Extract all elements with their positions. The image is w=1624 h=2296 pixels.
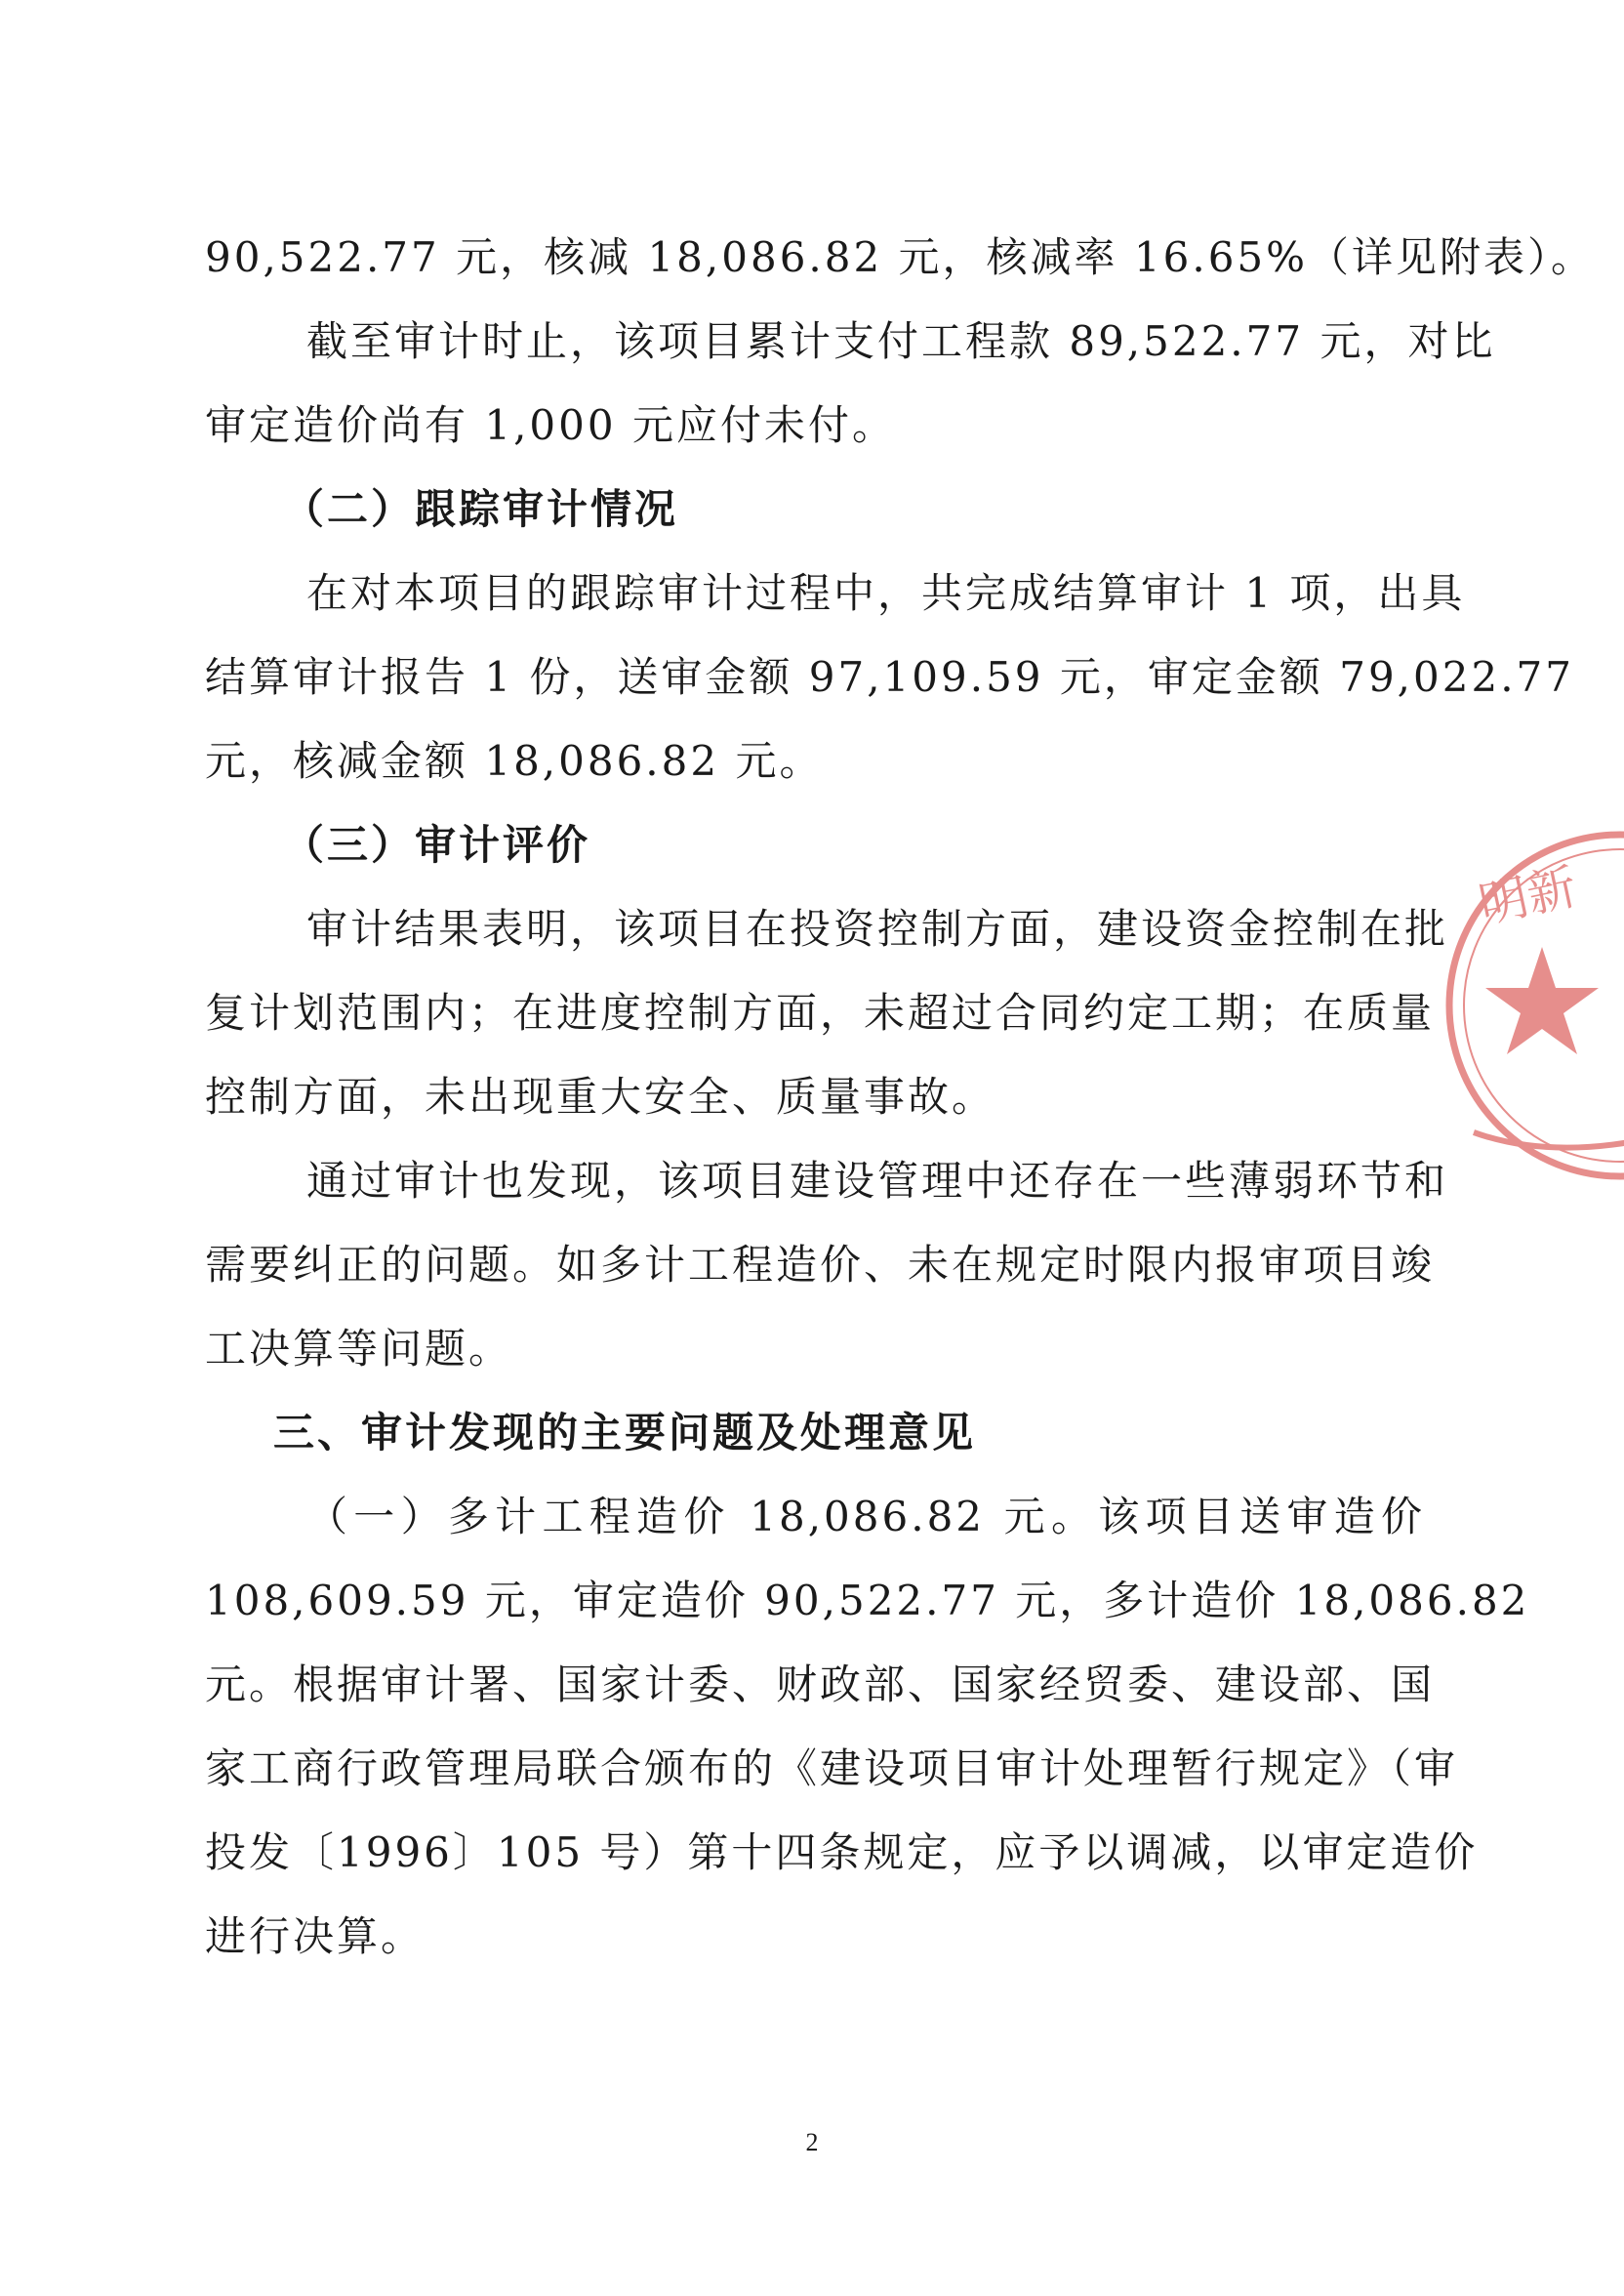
- text-line: 审定造价尚有 1,000 元应付未付。: [205, 401, 896, 449]
- text-line: 需要纠正的问题。如多计工程造价、未在规定时限内报审项目竣: [205, 1241, 1436, 1289]
- text-line: 进行决算。: [205, 1912, 426, 1960]
- text-line: 家工商行政管理局联合颁布的《建设项目审计处理暂行规定》（审: [205, 1744, 1459, 1792]
- text-line: 结算审计报告 1 份，送审金额 97,109.59 元，审定金额 79,022.77: [205, 653, 1574, 701]
- text-line: 108,609.59 元，审定造价 90,522.77 元，多计造价 18,086.82: [205, 1577, 1530, 1624]
- official-seal-stamp: [1435, 820, 1624, 1191]
- svg-text:明新: 明新: [1474, 858, 1582, 934]
- section-heading: 三、审计发现的主要问题及处理意见: [273, 1409, 977, 1456]
- text-line: 工决算等问题。: [205, 1325, 513, 1373]
- text-line: 在对本项目的跟踪审计过程中，共完成结算审计 1 项，出具: [306, 569, 1466, 617]
- text-line: 90,522.77 元，核减 18,086.82 元，核减率 16.65%（详见附表）。: [205, 233, 1596, 281]
- text-line: 元，核减金额 18,086.82 元。: [205, 737, 824, 785]
- subsection-heading: （三）审计评价: [283, 821, 591, 869]
- text-line: （一）多计工程造价 18,086.82 元。该项目送审造价: [306, 1493, 1425, 1540]
- text-line: 控制方面，未出现重大安全、质量事故。: [205, 1073, 996, 1121]
- text-line: 通过审计也发现，该项目建设管理中还存在一些薄弱环节和: [306, 1157, 1449, 1205]
- text-line: 元。根据审计署、国家计委、财政部、国家经贸委、建设部、国: [205, 1660, 1436, 1708]
- text-line: 投发〔1996〕105 号）第十四条规定，应予以调减，以审定造价: [205, 1828, 1479, 1876]
- text-line: 截至审计时止，该项目累计支付工程款 89,522.77 元，对比: [306, 317, 1496, 365]
- text-line: 审计结果表明，该项目在投资控制方面，建设资金控制在批: [306, 905, 1449, 953]
- subsection-heading: （二）跟踪审计情况: [283, 485, 679, 533]
- page-number: 2: [805, 2128, 819, 2156]
- text-line: 复计划范围内；在进度控制方面，未超过合同约定工期；在质量: [205, 989, 1436, 1037]
